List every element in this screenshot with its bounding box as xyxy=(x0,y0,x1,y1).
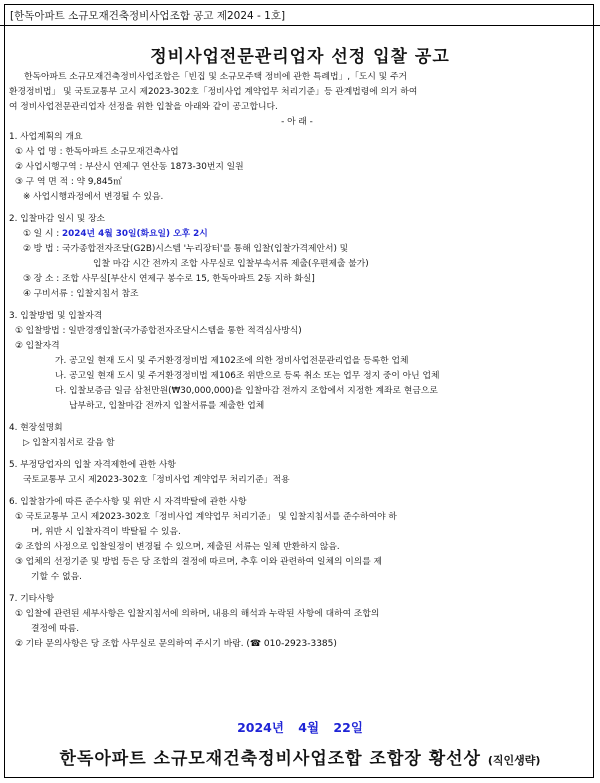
s6-item-1: ① 국토교통부 고시 제2023-302호「정비사업 계약업무 처리기준」 및 입찰지침서를 준수하여야 하 xyxy=(15,512,397,522)
s3-item-2: ② 입찰자격 xyxy=(15,341,60,351)
s6-item-2: ② 조합의 사정으로 입찰일정이 변경될 수 있으며, 제출된 서류는 일체 반환하지 않음. xyxy=(15,542,340,552)
signature-name: 한독아파트 소규모재건축정비사업조합 조합장 황선상 xyxy=(59,749,481,769)
s2-item-4: ④ 구비서류 : 입찰지침서 참조 xyxy=(23,289,139,299)
signature-line xyxy=(0,744,600,769)
s2-item-2: ② 방 법 : 국가종합전자조달(G2B)시스템 '누리장터'를 통해 입찰(입찰가격제안서) 및 xyxy=(23,244,349,254)
section-4-heading: 4. 현장설명회 xyxy=(9,423,63,433)
s6-item-3-cont: 기할 수 없음. xyxy=(31,572,82,582)
s1-item-2: ② 사업시행구역 : 부산시 연제구 연산동 1873-30번지 일원 xyxy=(15,162,244,172)
s3-item-na: 나. 공고일 현재 도시 및 주거환경정비법 제106조 위반으로 등록 취소 또는 업무 정지 중이 아닌 업체 xyxy=(55,371,440,381)
s5-item-1: 국토교통부 고시 제2023-302호「정비사업 계약업무 처리기준」적용 xyxy=(23,475,290,485)
section-5-heading: 5. 부정당업자의 입찰 자격제한에 관한 사항 xyxy=(9,460,176,470)
below-marker: - 아 래 - xyxy=(281,117,313,127)
phone-number: (☎ 010-2923-3385) xyxy=(246,639,337,649)
s3-item-da-cont: 납부하고, 입찰마감 전까지 입찰서류를 제출한 업체 xyxy=(69,401,265,411)
s7-item-2 xyxy=(9,637,585,652)
header-divider xyxy=(0,25,600,26)
s6-item-1-cont: 며, 위반 시 입찰자격이 박탈될 수 있음. xyxy=(31,527,181,537)
section-1-heading: 1. 사업계획의 개요 xyxy=(9,132,83,142)
notice-number: [한독아파트 소규모재건축정비사업조합 공고 제2024 - 1호] xyxy=(10,10,286,22)
s7-item-2-text: ② 기타 문의사항은 당 조합 사무실로 문의하여 주시기 바람. xyxy=(15,639,247,649)
intro-line-2: 환경정비법」 및 국토교통부 고시 제2023-302호「정비사업 계약업무 처리기준」등 관계법령에 의거 하여 xyxy=(9,87,418,97)
s1-note: ※ 사업시행과정에서 변경될 수 있음. xyxy=(23,192,164,202)
s1-item-3: ③ 구 역 면 적 : 약 9,845㎡ xyxy=(15,177,122,187)
s3-item-1: ① 입찰방법 : 일반경쟁입찰(국가종합전자조달시스템을 통한 적격심사방식) xyxy=(15,326,302,336)
s2-item-2-cont: 입찰 마감 시간 전까지 조합 사무실로 입찰부속서류 제출(우편제출 불가) xyxy=(93,259,369,269)
seal-note: (직인생략) xyxy=(487,754,541,767)
s1-item-1: ① 사 업 명 : 한독아파트 소규모재건축사업 xyxy=(15,147,179,157)
section-3-heading: 3. 입찰방법 및 입찰자격 xyxy=(9,311,103,321)
section-2-heading: 2. 입찰마감 일시 및 장소 xyxy=(9,214,106,224)
s2-item-1-label: ① 일 시 : xyxy=(23,229,63,239)
s2-item-1 xyxy=(9,227,585,242)
s4-item-1: ▷ 입찰지침서로 갈음 함 xyxy=(23,438,115,448)
s3-item-da: 다. 입찰보증금 일금 삼천만원(₩30,000,000)을 입찰마감 전까지 조합에서 지정한 계좌로 현금으로 xyxy=(55,386,438,396)
s2-item-3: ③ 장 소 : 조합 사무실[부산시 연제구 봉수로 15, 한독아파트 2동 지하 화실] xyxy=(23,274,315,284)
s3-item-ga: 가. 공고일 현재 도시 및 주거환경정비법 제102조에 의한 정비사업전문관리업을 등록한 업체 xyxy=(55,356,409,366)
notice-body xyxy=(9,70,585,652)
section-6-heading: 6. 입찰참가에 따른 준수사항 및 위반 시 자격박탈에 관한 사항 xyxy=(9,497,247,507)
intro-line-3: 여 정비사업전문관리업자 선정을 위한 입찰을 아래와 같이 공고합니다. xyxy=(9,102,278,112)
notice-title: 정비사업전문관리업자 선정 입찰 공고 xyxy=(150,47,450,67)
notice-date: 2024년 4월 22일 xyxy=(237,720,363,735)
s6-item-3: ③ 업체의 선정기준 및 방법 등은 당 조합의 결정에 따르며, 추후 이와 관련하여 일체의 이의를 제 xyxy=(15,557,383,567)
intro-line-1: 한독아파트 소규모재건축정비사업조합은「빈집 및 소규모주택 정비에 관한 특례법」,「도시 및 주거 xyxy=(24,72,407,82)
s7-item-1-cont: 결정에 따름. xyxy=(31,624,80,634)
deadline-date: 2024년 4월 30일(화요일) 오후 2시 xyxy=(62,229,208,239)
section-7-heading: 7. 기타사항 xyxy=(9,594,55,604)
s7-item-1: ① 입찰에 관련된 세부사항은 입찰지침서에 의하며, 내용의 해석과 누락된 사항에 대하여 조합의 xyxy=(15,609,380,619)
